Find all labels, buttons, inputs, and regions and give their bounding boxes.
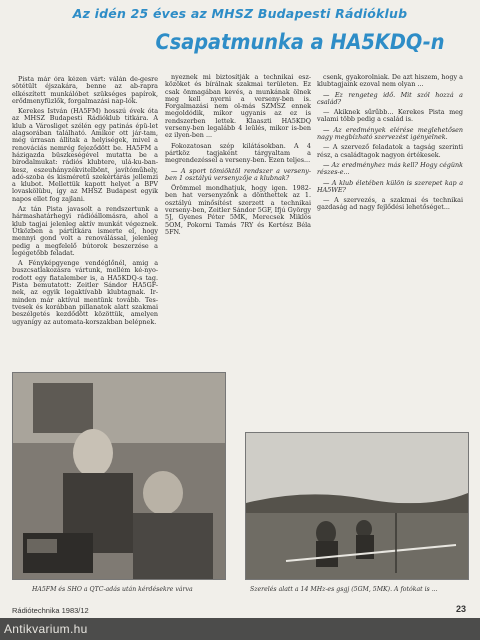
site-watermark: Antikvarium.hu bbox=[0, 618, 480, 640]
article-headline: Csapatmunka a HA5KDQ-n bbox=[155, 30, 445, 54]
paragraph: Örömmel mondhatjuk, hogy igen. 1982-ben hat versenyzőnk a dönthettek az 1. osztályú minősítést szerzett a technikai verseny-ben, Zeitler Sándor 5GF, Ifjú György 5J, Gyenes Péter 5MK, Merecsek Miklós 5OM, Pokorni Tamás 7RY és Kertész Béla 5FN. bbox=[165, 184, 311, 236]
paragraph: — A szervező feladatok a tagság szerinti rész, a családtagok nagyon értékesek. bbox=[317, 143, 463, 159]
paragraph: A Fényképgyenge vendéglőnél, amig a buszcsatlakozásra vártunk, mellém ké-nyo-rodott egy fiatalember is, a HA5KDQ-s tag. Pista bemutatott: Zeitler Sándor HA5GF-nek, az egyik legaktívabb klubtagnak. Ir-minden már aktívul mentünk tovább. Tes-tvesek és korábban pillanatok alatt szakmai beszélgetés kezdődött közöttük, amelyen ugyanígy az automata-korszakban belépnek. bbox=[12, 259, 158, 326]
text-column-1 bbox=[12, 76, 158, 368]
text-column-2 bbox=[165, 74, 311, 366]
photo-radio-operators-image bbox=[13, 373, 225, 579]
paragraph: — Akiknek sűrűbb... Kerekes Pista meg valami több pedig a család is. bbox=[317, 108, 463, 124]
interview-question: — Az eredmények elérése meglehetősen nagy megbízható szervezést igényelnek. bbox=[317, 125, 463, 142]
interview-question: — A sport tömiöktöl rendszer a verseny-ben 1 osztályú versenyzője a klubnak? bbox=[165, 166, 311, 182]
photo-radio-operators bbox=[12, 372, 226, 580]
interview-question: — Az eredményhez más kell? Hogy cégünk részes-e... bbox=[317, 160, 463, 177]
interview-question: — Ez rengeteg idő. Mit szól hozzá a család? bbox=[317, 90, 463, 106]
photo-antenna-setup bbox=[245, 432, 469, 580]
photo-caption-1: HA5FM és SHO a QTC-adás után kérdésekre várva bbox=[32, 586, 193, 593]
paragraph: Az tán Pista javasolt a rendszertunk a hármashatárhegyi rádióállomásra, ahol a klub tagjai jelenleg aktív munkát végeznek. Útközben a pártitkára ismerte el, hogy mennyi gond volt a renoválással, jelenleg pedig a megfelelő bútorok beszerzése a legégetőbb feladat. bbox=[12, 205, 158, 257]
text-column-3 bbox=[317, 74, 463, 366]
paragraph: — A szervezés, a szakmai és technikai gazdaság ad nagy fejlődési lehetőséget... bbox=[317, 196, 463, 212]
paragraph: csenk, gyakorolniak. De azt hiszem, hogy a klubtagjaink ezoval nem olyan ... bbox=[317, 74, 463, 89]
paragraph: Kerekes István (HA5FM) hosszú évek óta az MHSZ Budapesti Rádióklub titkára. A klub a Városliget szélén egy patinás épü-let alagsorában található. Amikor ott jár-tam, még úrrasan állítak a helyiségek, mivel a renováciás nemrég fejeződött be. HA5FM a házigazda büszkeségével mutatta be a birodalmukat: rádiós klubtere, ulá-ku-ban-kesz, eszeuhányzékvitelbönt, javítóműhely, adó-szoba és kisméretű szekértárás jellemzi a klubot. Mellettük kapott helyet a BPV lovaskölübu, így az MHSZ Budapest egyik napos ellet fog zajlani. bbox=[12, 107, 158, 203]
interview-question: — A klub életében külön is szerepet kap a HA5WE? bbox=[317, 178, 463, 194]
publication-footer: Rádiótechnika 1983/12 bbox=[12, 606, 89, 615]
kicker-title: Az idén 25 éves az MHSZ Budapesti Rádióklub bbox=[72, 6, 408, 21]
page-number: 23 bbox=[455, 604, 466, 614]
photo-antenna-setup-image bbox=[246, 433, 468, 579]
paragraph: Pista már óra kézen várt: válán de-gesre sötétült éjszakára, benne az ab-rapra elkészített munkálóbet szükséges papírok, erődmenyfüzlők, forgalmazási nap-lók. bbox=[12, 76, 158, 105]
photo-caption-2: Szerelés alatt a 14 MHz-es gsgj (5GM, 5MK). A fotókat is ... bbox=[250, 586, 438, 593]
paragraph: nyeznek mi biztosítják a technikai esz-közöket és bírálnak szakmai területen. Ez csak önmagában kevés, a munkának ölnek meg kell nyerni a verseny-ben is. Forgalmazási nem ol-más SZMSZ ennek megoldódik, mikor ugyanis az ez is rendszerben lettek. Klaaszti HA5KDQ verseny-ben legalább 4 leülés, mikor is-ben ez ilyen-ben ... bbox=[165, 74, 311, 140]
paragraph: Fokozatosan szép kilátásokban. A 4 pártköz tagjaként tárgyaltam a megrendezéssel a verseny-ben. Ezen teljes... bbox=[165, 141, 311, 165]
